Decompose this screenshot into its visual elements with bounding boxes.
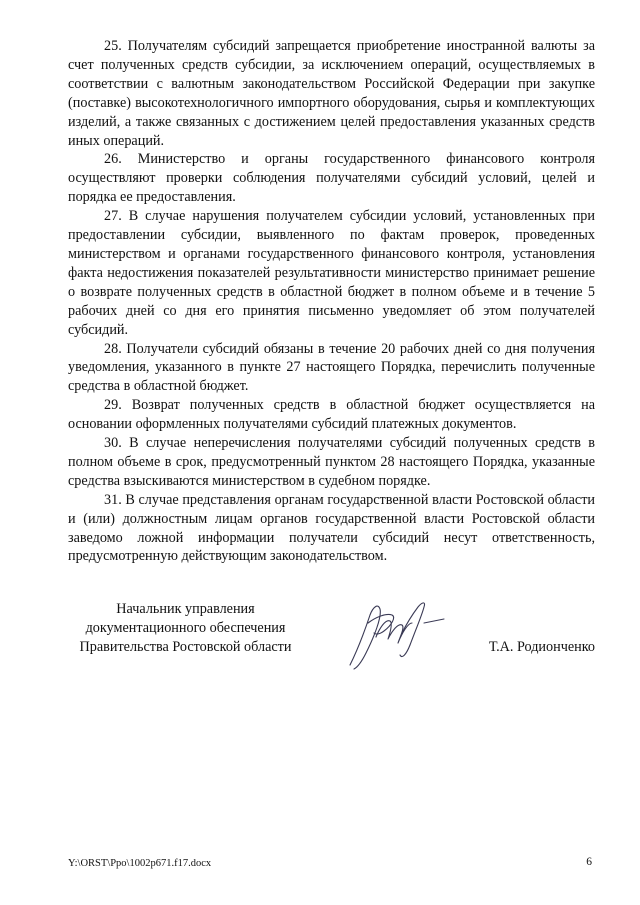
paragraph-31: 31. В случае представления органам государственной власти Ростовской области и (или) должностным лицам органов государственной власти Ростовской области заведомо ложной информации получатели субсидий несут ответственность, предусмотренную действующим законодательством. (68, 491, 595, 565)
position-line: документационного обеспечения (85, 619, 286, 636)
paragraph-26: 26. Министерство и органы государственного финансового контроля осуществляют проверки соблюдения получателями субсидий условий, целей и порядка ее предоставления. (68, 151, 595, 206)
paragraph-28: 28. Получатели субсидий обязаны в течение 20 рабочих дней со дня получения уведомления, указанного в пункте 27 настоящего Порядка, перечислить полученные средства в областной бюджет. (68, 340, 595, 395)
position-line: Правительства Ростовской области (79, 638, 292, 655)
signatory-name: Т.А. Родионченко (488, 639, 595, 655)
paragraph-29: 29. Возврат полученных средств в областной бюджет осуществляется на основании оформленных получателями субсидий платежных документов. (68, 397, 595, 433)
page-number: 6 (586, 856, 592, 868)
document-body (68, 37, 595, 566)
signatory-position (68, 600, 303, 657)
handwritten-signature (340, 593, 460, 673)
paragraph-25: 25. Получателям субсидий запрещается приобретение иностранной валюты за счет полученных средств субсидии, за исключением операций, осуществляемых в соответствии с валютным законодательством Российской Федерации при закупке (поставке) высокотехнологичного импортного оборудования, сырья и комплектующих изделий, а также связанных с достижением целей предоставления указанных средств иных операций. (68, 38, 595, 149)
signature-block (68, 593, 595, 683)
paragraph-30: 30. В случае неперечисления получателями субсидий полученных средств в полном объеме в срок, предусмотренный пунктом 28 настоящего Порядка, указанные средства взыскиваются министерством в судебном порядке. (68, 435, 595, 489)
paragraph-27: 27. В случае нарушения получателем субсидии условий, установленных при предоставлении субсидии, выявленного по фактам проверок, проведенных министерством и органами государственного финансового контроля, установления факта недостижения показателей результативности министерство принимает решение о возврате полученных средств в областной бюджет в полном объеме и в течение 5 рабочих дней со дня его принятия письменно уведомляет об этом получателей субсидий. (68, 208, 595, 338)
footer-file-path: Y:\ORST\Ppo\1002p671.f17.docx (68, 858, 212, 869)
position-line: Начальник управления (116, 601, 255, 617)
